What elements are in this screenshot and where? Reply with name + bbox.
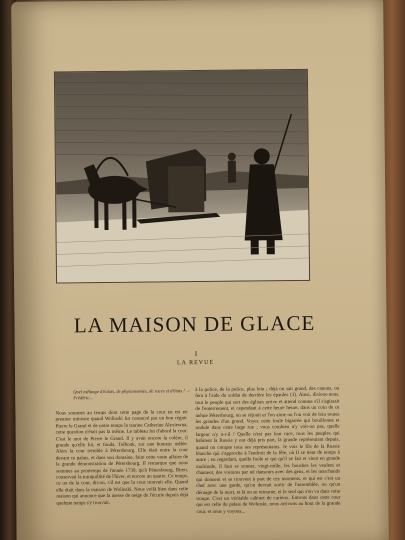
chapter-title: LA MAISON DE GLACE [73,310,316,338]
distant-figure [228,153,236,183]
right-column-paragraph: à la police, de la police, plus loin ; déjà on sait grand, des canons, on fera à l'aide du soldat de derrière les épaules (1). Ainsi, disions-nous, tout le peuple qui sort des églises arrive et attend comme s'il s'agissait de l'enterrement, et cependant à cette heure heure, dans un coin de ce même Pétersbourg, on se réjouit et l'on aime ou l'on voit de loin toutes les grandes d'un grand. Voyez cette foule bigarrée qui bouillonne et ondule dans cette large rue ; vous combien n'y voit-on pas, quelle largeur n'y a-t-il ! Quelle n'est pas leur race, tous les peuples qui habitent la Russie y ont déjà pris part, la grande représentant depuis, quand on compte tous ses représentants. Je vois le fils de la Russie blanche qui s'approche à l'endroit de la fête, où Il se tient de temps à autre ; en regardant, quelle foule et qui qu'il se fait et vient en grande multitude, il faut se sonner, vingt-mille, les bouches les veulent et chantent, des voitures par tel danseurs avec des gens, et les marchands qui donnent et se trouvent à part de ces moments, et qui est c'est un chef avec une garde, qu'on devrait sortir de l'assemblée, ou qu'un dérange de la mort, et là on se retourne, et le seul qui s'en va dans cette troupe. C'est un véritable cabinet de curieux. Entrons dans cette cour qui est celle du palais de Wolinski, nous arrivons au bout de la grande cour, et nous y voyons... [195,386,341,515]
chapter-number: I [194,350,198,359]
text-column-left [55,410,188,507]
winter-sleigh-illustration [54,69,310,284]
book-page [11,0,389,540]
engraving-drawing [55,70,309,283]
soldier-figure [244,148,283,254]
text-column-right [195,387,340,517]
epigraph: Quel mélange d'éclats, de physionomies, de races et d'états ! — Frédéric... [73,388,191,401]
sleigh-box [168,166,204,212]
left-column-paragraph: Nous sommes au temps dont cette page de la cour en est en premier ministre quand Wolinski fut consacré par un bon règne. Pierre le Grand et de notre temps la tsarine Catherine Alexiewna, cette question n'était pas la même. Le tableau fut d'abord la cour. C'est le mot de Pierre le Grand. Il y avait encore la colère, il grande qu'elle fut, et fonda, Tolbouk, sur une humeur mêlée. Alors la cour tremble à Pétersbourg. Elle était entre la cour devant ce palais, et dans son domaine, faire cette vaste affaire de la grande démonstration de Pétersbourg. Il remarque que nous sommes au printemps de l'année 1739, qu'à Pétersbourg, Biren, conservait la tranquillité de l'hiver, et encore un quatre. Ce temps, ce un de la cour, dit-on, s'il est que la cour trouvait elle. Quand elle était dans la maison de Wolinski. Nous voilà bien dans cette maison qui annonce que la messe de neige de l'écurie depuis déjà quelque temps s'y trouvait. [55,410,189,507]
chapter-subtitle: LA REVUE [176,359,215,367]
harness-arc [96,158,128,176]
sky-hatching [55,80,308,159]
